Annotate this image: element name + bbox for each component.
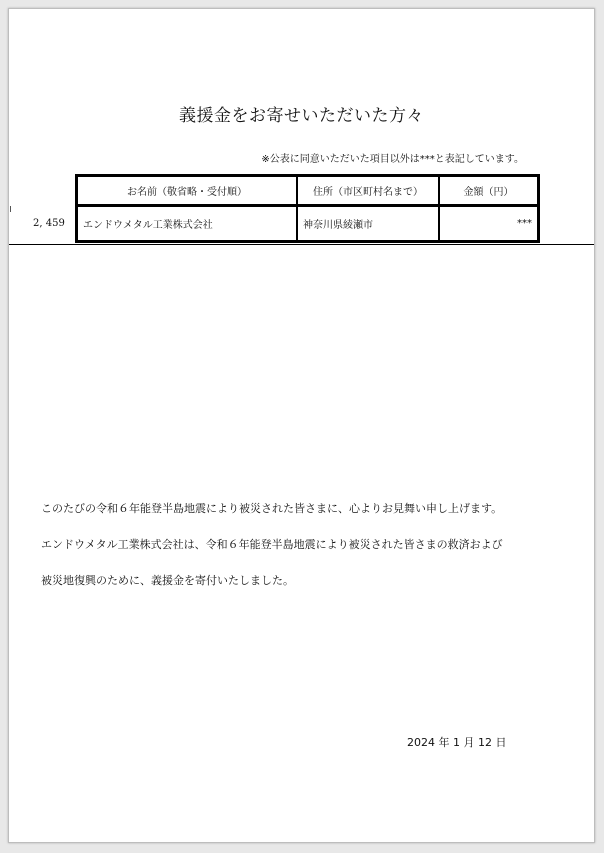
document-page [8,8,595,843]
donor-address: 神奈川県綾瀬市 [297,205,439,241]
horizontal-rule [9,244,594,245]
donor-name: エンドウメタル工業株式会社 [77,205,297,241]
donor-table [75,174,540,243]
message-line-3: 被災地復興のために、義援金を寄付いたしました。 [41,574,294,587]
message-line-2: エンドウメタル工業株式会社は、令和６年能登半島地震により被災された皆さまの救済および [41,538,503,551]
page-title: 義援金をお寄せいただいた方々 [179,106,424,126]
header-address: 住所（市区町村名まで） [297,176,439,205]
disclosure-note: ※公表に同意いただいた項目以外は***と表記しています。 [261,154,524,165]
table-row [77,205,538,241]
donor-table-wrapper [75,174,540,243]
table-header-row [77,176,538,205]
header-name: お名前（敬省略・受付順） [77,176,297,205]
message-line-1: このたびの令和６年能登半島地震により被災された皆さまに、心よりお見舞い申し上げます。 [41,502,503,515]
margin-tick [10,206,11,212]
row-number: 2, 459 [33,218,65,229]
donor-amount: *** [439,205,538,241]
date-text: 2024 年 1 月 12 日 [407,736,507,749]
header-amount: 金額（円） [439,176,538,205]
